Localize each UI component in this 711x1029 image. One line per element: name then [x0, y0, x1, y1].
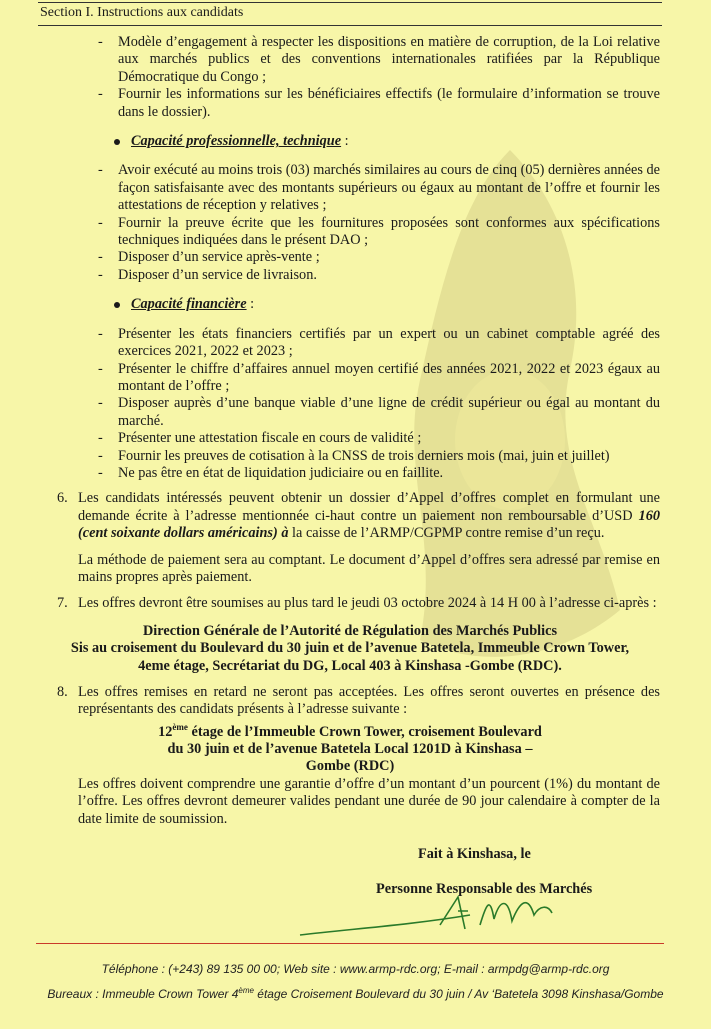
list-item: - Disposer d’un service après-vente ;	[40, 249, 660, 266]
address-line: Direction Générale de l’Autorité de Régulation des Marchés Publics	[142, 622, 558, 639]
signature-place: Fait à Kinshasa, le	[418, 846, 531, 863]
address-line	[40, 719, 660, 741]
heading-title: Capacité financière	[131, 296, 247, 313]
list-item: - Fournir la preuve écrite que les fournitures proposées sont conformes aux spécifications techniques indiquées dans le présent DAO ;	[40, 215, 660, 250]
floor-suffix: ème	[172, 721, 188, 732]
address-line: Gombe (RDC)	[305, 758, 395, 775]
list-item: - Fournir les preuves de cotisation à la CNSS de trois derniers mois (mai, juin et juillet)	[40, 448, 660, 465]
list-item: - Présenter une attestation fiscale en cours de validité ;	[40, 430, 660, 447]
item-8-paragraph	[40, 776, 660, 828]
item-text: La méthode de paiement sera au comptant. Le document d’Appel d’offres sera adressé par remise en mains propres après paiement.	[78, 551, 660, 585]
item-8	[40, 684, 660, 719]
main-content	[40, 34, 660, 899]
list-technique	[40, 162, 660, 284]
item-number: 6.	[57, 490, 68, 507]
heading-capacite-financiere	[40, 296, 660, 313]
heading-suffix: :	[246, 296, 255, 313]
address-text: étage de l’Immeuble Crown Tower, croisement Boulevard	[187, 723, 542, 740]
address-line: du 30 juin et de l’avenue Batetela Local 1201D à Kinshasa –	[167, 740, 533, 757]
handwritten-signature	[290, 885, 590, 945]
address-block-opening	[40, 719, 660, 776]
list-financiere	[40, 326, 660, 483]
item-text: Les offres remises en retard ne seront pas acceptées. Les offres seront ouvertes en présence des représentants des candidats présents à l’adresse suivante :	[78, 684, 660, 718]
footer-address	[0, 980, 711, 1005]
list-item: - Avoir exécuté au moins trois (03) marchés similaires au cours de cinq (05) dernières années de façon satisfaisante avec des montants supérieurs ou égaux au montant de l’offre et fournir les attestations de réception y relatives ;	[40, 162, 660, 214]
list-item: - Disposer d’un service de livraison.	[40, 267, 660, 284]
address-line: 4eme étage, Secrétariat du DG, Local 403 à Kinshasa -Gombe (RDC).	[138, 657, 562, 674]
address-line: Sis au croisement du Boulevard du 30 juin et de l’avenue Batetela, Immeuble Crown Tower,	[70, 640, 630, 657]
list-item: - Disposer auprès d’une banque viable d’une ligne de crédit supérieur ou égal au montant du marché.	[40, 395, 660, 430]
section-title: Section I. Instructions aux candidats	[40, 5, 244, 20]
list-general	[40, 34, 660, 121]
item-text: Les offres devront être soumises au plus tard le jeudi 03 octobre 2024 à 14 H 00 à l’adresse ci-après :	[78, 595, 657, 612]
item-text: Les candidats intéressés peuvent obtenir un dossier d’Appel d’offres complet en formulant une demande écrite à l’adresse mentionnée ci-haut contre un paiement non remboursable d’USD	[78, 490, 660, 524]
footer-text: étage Croisement Boulevard du 30 juin / Av ‘Batetela 3098 Kinshasa/Gombe	[253, 987, 664, 1001]
item-7	[40, 595, 660, 612]
heading-title: Capacité professionnelle, technique	[131, 133, 342, 150]
footer	[0, 958, 711, 1005]
section-header	[38, 2, 662, 26]
signature-role: Personne Responsable des Marchés	[376, 881, 593, 898]
footer-contact: Téléphone : (+243) 89 135 00 00; Web site : www.armp-rdc.org; E-mail : armpdg@armp-rdc.org	[101, 962, 610, 976]
item-amount: 160 (cent soixante dollars américains) à	[78, 507, 660, 542]
item-number: 7.	[57, 595, 68, 612]
list-item: - Ne pas être en état de liquidation judiciaire ou en faillite.	[40, 465, 660, 482]
floor-number: 12	[158, 723, 173, 740]
address-block-submission	[40, 623, 660, 675]
item-text: la caisse de l’ARMP/CGPMP contre remise d’un reçu.	[288, 525, 605, 542]
footer-sup: ème	[238, 986, 254, 995]
list-item: - Fournir les informations sur les bénéficiaires effectifs (le formulaire d’information se trouve dans le dossier).	[40, 86, 660, 121]
heading-suffix: :	[341, 133, 349, 150]
item-text: Les offres doivent comprendre une garantie d’offre d’un montant d’un pourcent (1%) du montant de l’offre. Les offres devront demeurer valides pendant une durée de 90 jour calendaire à compter de la date limite de soumission.	[78, 775, 660, 827]
item-number: 8.	[57, 684, 68, 700]
item-6	[40, 490, 660, 542]
item-6-paragraph	[40, 552, 660, 587]
heading-capacite-technique	[40, 133, 660, 150]
list-item: - Présenter les états financiers certifiés par un expert ou un cabinet comptable agréé des exercices 2021, 2022 et 2023 ;	[40, 326, 660, 361]
footer-divider	[36, 943, 664, 944]
footer-text: Bureaux : Immeuble Crown Tower 4	[47, 987, 239, 1001]
list-item: - Modèle d’engagement à respecter les dispositions en matière de corruption, de la Loi relative aux marchés publics et des conventions internationales ratifiées par la République Démocratique du Congo ;	[40, 34, 660, 86]
list-item: - Présenter le chiffre d’affaires annuel moyen certifié des années 2021, 2022 et 2023 égaux au montant de l’offre ;	[40, 361, 660, 396]
